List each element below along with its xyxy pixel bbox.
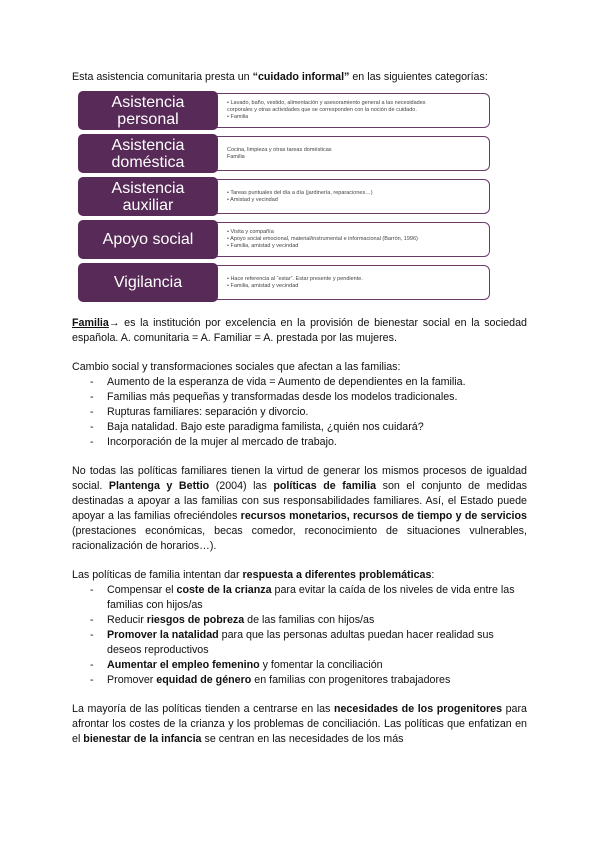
diagram-row — [78, 177, 490, 216]
list-item: - Aumentar el empleo femenino y fomentar la conciliación — [90, 658, 527, 673]
category-description — [208, 179, 490, 214]
category-label-line: Asistencia — [111, 136, 185, 154]
category-description — [208, 93, 490, 128]
diagram-row — [78, 263, 490, 302]
cambio-list — [72, 375, 527, 450]
diagram-row — [78, 91, 490, 130]
description-line: • Visita y compañía — [227, 229, 274, 235]
final-paragraph: La mayoría de las políticas tienden a centrarse en las necesidades de los progenitores para afrontar los costes de la crianza y los problemas de conciliación. Las políticas que enfatizan en el bienestar de la infancia se centran en las necesidades de los más — [72, 703, 527, 745]
document-page — [72, 70, 527, 747]
description-line: Familia — [227, 153, 245, 160]
familia-paragraph: Familia→ es la institución por excelencia en la provisión de bienestar social en la sociedad española. A. comunitaria = A. Familiar = A. prestada por las mujeres. — [72, 317, 527, 344]
category-label-line: Asistencia — [111, 179, 185, 197]
category-description — [208, 265, 490, 300]
category-description — [208, 136, 490, 171]
description-line: corporales y otras actividades que se corresponden con la noción de cuidado. — [227, 107, 417, 113]
category-label-line: Apoyo social — [102, 231, 194, 248]
category-label-line: Vigilancia — [113, 274, 183, 291]
category-label — [78, 134, 218, 173]
category-description — [208, 222, 490, 257]
list-item: - Baja natalidad. Bajo este paradigma familista, ¿quién nos cuidará? — [90, 420, 527, 435]
description-line: • Amistad y vecindad — [227, 196, 278, 203]
category-label-line: auxiliar — [122, 196, 174, 214]
description-line: • Familia, amistad y vecindad — [227, 243, 299, 249]
list-item: - Promover la natalidad para que las personas adultas puedan hacer realidad sus deseos reproductivos — [90, 628, 527, 658]
category-label-line: Asistencia — [111, 93, 185, 111]
list-item: - Reducir riesgos de pobreza de las familias con hijos/as — [90, 613, 527, 628]
respuesta-heading: Las políticas de familia intentan dar respuesta a diferentes problemáticas: — [72, 569, 435, 581]
category-label — [78, 263, 218, 302]
cuidado-informal-term: “cuidado informal” — [252, 71, 350, 83]
description-line: • Apoyo social emocional, material/instrumental e informacional (Barrón, 1996) — [227, 236, 418, 242]
list-item: - Familias más pequeñas y transformadas desde los modelos tradicionales. — [90, 390, 527, 405]
list-item: - Aumento de la esperanza de vida = Aumento de dependientes en la familia. — [90, 375, 527, 390]
intro-text: Esta asistencia comunitaria presta un “cuidado informal” en las siguientes categorías: — [72, 71, 488, 83]
description-line: • Familia, amistad y vecindad — [227, 282, 299, 289]
category-label-line: personal — [117, 110, 179, 128]
diagram-row — [78, 220, 490, 259]
description-line: • Hace referencia al “estar”. Estar presente y pendiente. — [227, 275, 363, 282]
respuesta-list — [72, 583, 527, 688]
care-categories-diagram — [78, 91, 490, 302]
description-line: • Familia — [227, 114, 249, 120]
familia-term: Familia — [72, 317, 109, 329]
category-label — [78, 91, 218, 130]
description-line: • Tareas puntuales del día a día (jardinería, reparaciones…) — [227, 189, 373, 196]
category-label — [78, 177, 218, 216]
category-label-line: doméstica — [111, 153, 185, 171]
list-item: - Rupturas familiares: separación y divorcio. — [90, 405, 527, 420]
diagram-row — [78, 134, 490, 173]
list-item: - Promover equidad de género en familias con progenitores trabajadores — [90, 673, 527, 688]
description-line: • Lavado, baño, vestido, alimentación y asesoramiento general a las necesidades — [227, 100, 426, 106]
list-item: - Compensar el coste de la crianza para evitar la caída de los niveles de vida entre las familias con hijos/as — [90, 583, 527, 613]
category-label — [78, 220, 218, 259]
list-item: - Incorporación de la mujer al mercado de trabajo. — [90, 435, 527, 450]
politicas-paragraph: No todas las políticas familiares tienen la virtud de generar los mismos procesos de igualdad social. Plantenga y Bettio (2004) las políticas de familia son el conjunto de medidas destinadas a apoyar a las familias con sus responsabilidades familiares. Así, el Estado puede apoyar a las familias ofreciéndoles recursos monetarios, recursos de tiempo y de servicios (prestaciones económicas, becas comedor, reconocimiento de situaciones vulnerables, racionalización de horarios…). — [72, 465, 527, 552]
description-line: Cocina, limpieza y otras tareas domésticas — [227, 146, 332, 153]
cambio-heading: Cambio social y transformaciones sociales que afectan a las familias: — [72, 361, 401, 373]
